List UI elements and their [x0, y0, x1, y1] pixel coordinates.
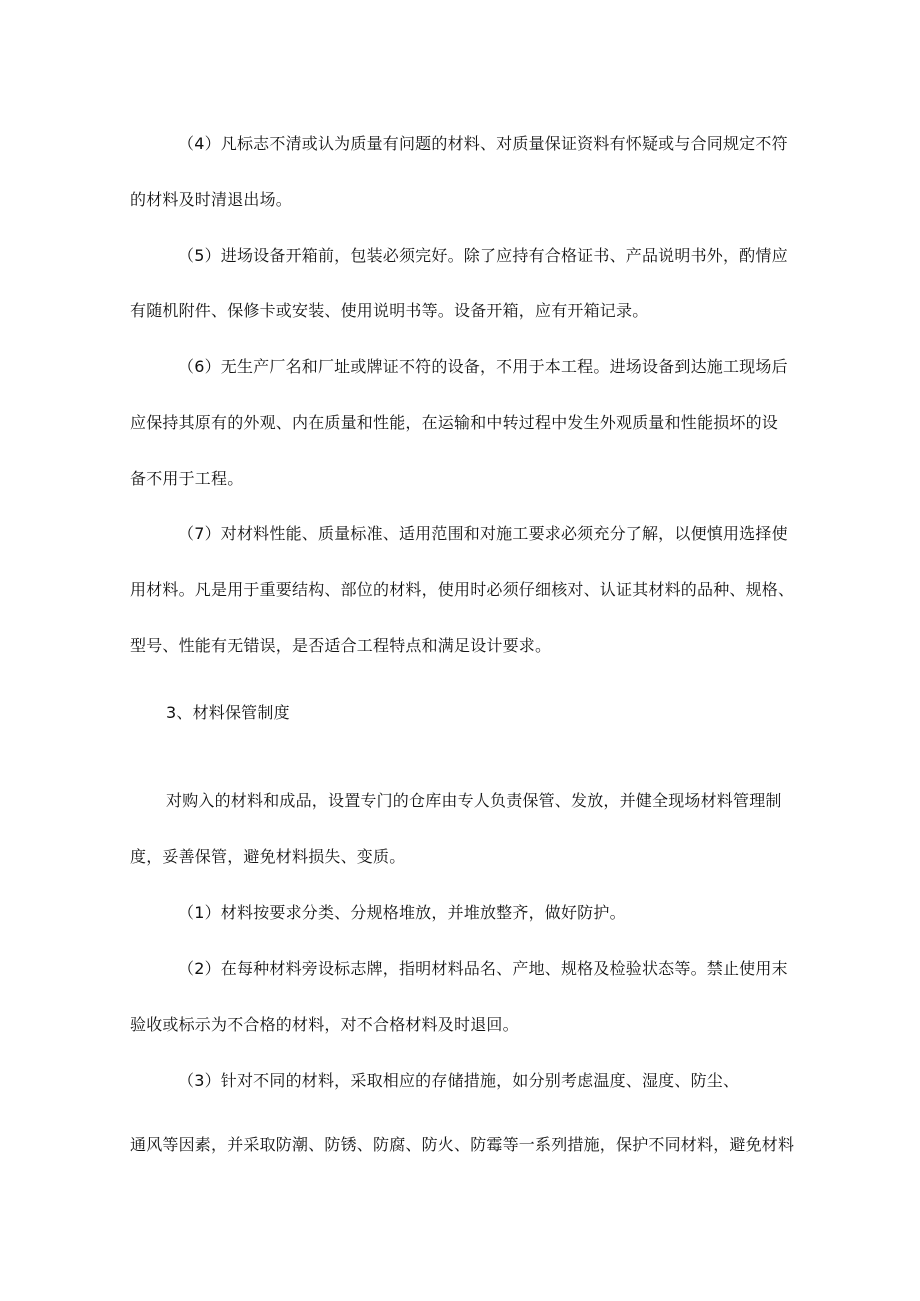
item-2-line-2: 验收或标示为不合格的材料，对不合格材料及时退回。	[130, 1015, 519, 1034]
paragraph-5-line-1: （5）进场设备开箱前，包装必须完好。除了应持有合格证书、产品说明书外，酌情应	[178, 246, 788, 265]
paragraph-6-line-3: 备不用于工程。	[130, 469, 244, 488]
paragraph-7-line-3: 型号、性能有无错误，是否适合工程特点和满足设计要求。	[130, 636, 552, 655]
intro-paragraph-line-2: 度，妥善保管，避免材料损失、变质。	[130, 847, 406, 866]
item-3-line-1: （3）针对不同的材料，采取相应的存储措施，如分别考虑温度、湿度、防尘、	[178, 1071, 740, 1090]
paragraph-7-line-1: （7）对材料性能、质量标准、适用范围和对施工要求必须充分了解，以便慎用选择使	[178, 524, 788, 543]
paragraph-6-line-1: （6）无生产厂名和厂址或牌证不符的设备，不用于本工程。进场设备到达施工现场后	[178, 357, 788, 376]
paragraph-7-line-2: 用材料。凡是用于重要结构、部位的材料，使用时必须仔细核对、认证其材料的品种、规格、	[130, 580, 795, 599]
paragraph-4-line-2: 的材料及时清退出场。	[130, 190, 293, 209]
item-2-line-1: （2）在每种材料旁设标志牌，指明材料品名、产地、规格及检验状态等。禁止使用末	[178, 959, 788, 978]
item-1-line-1: （1）材料按要求分类、分规格堆放，并堆放整齐，做好防护。	[178, 903, 626, 922]
intro-paragraph-line-1: 对购入的材料和成品，设置专门的仓库由专人负责保管、发放，并健全现场材料管理制	[166, 791, 782, 810]
paragraph-6-line-2: 应保持其原有的外观、内在质量和性能，在运输和中转过程中发生外观质量和性能损坏的设	[130, 413, 779, 432]
paragraph-4-line-1: （4）凡标志不清或认为质量有问题的材料、对质量保证资料有怀疑或与合同规定不符	[178, 134, 788, 153]
item-3-line-2: 通风等因素，并采取防潮、防锈、防腐、防火、防霉等一系列措施，保护不同材料，避免材料	[130, 1135, 795, 1154]
paragraph-5-line-2: 有随机附件、保修卡或安装、使用说明书等。设备开箱，应有开箱记录。	[130, 301, 649, 320]
section-heading: 3、材料保管制度	[166, 703, 290, 722]
